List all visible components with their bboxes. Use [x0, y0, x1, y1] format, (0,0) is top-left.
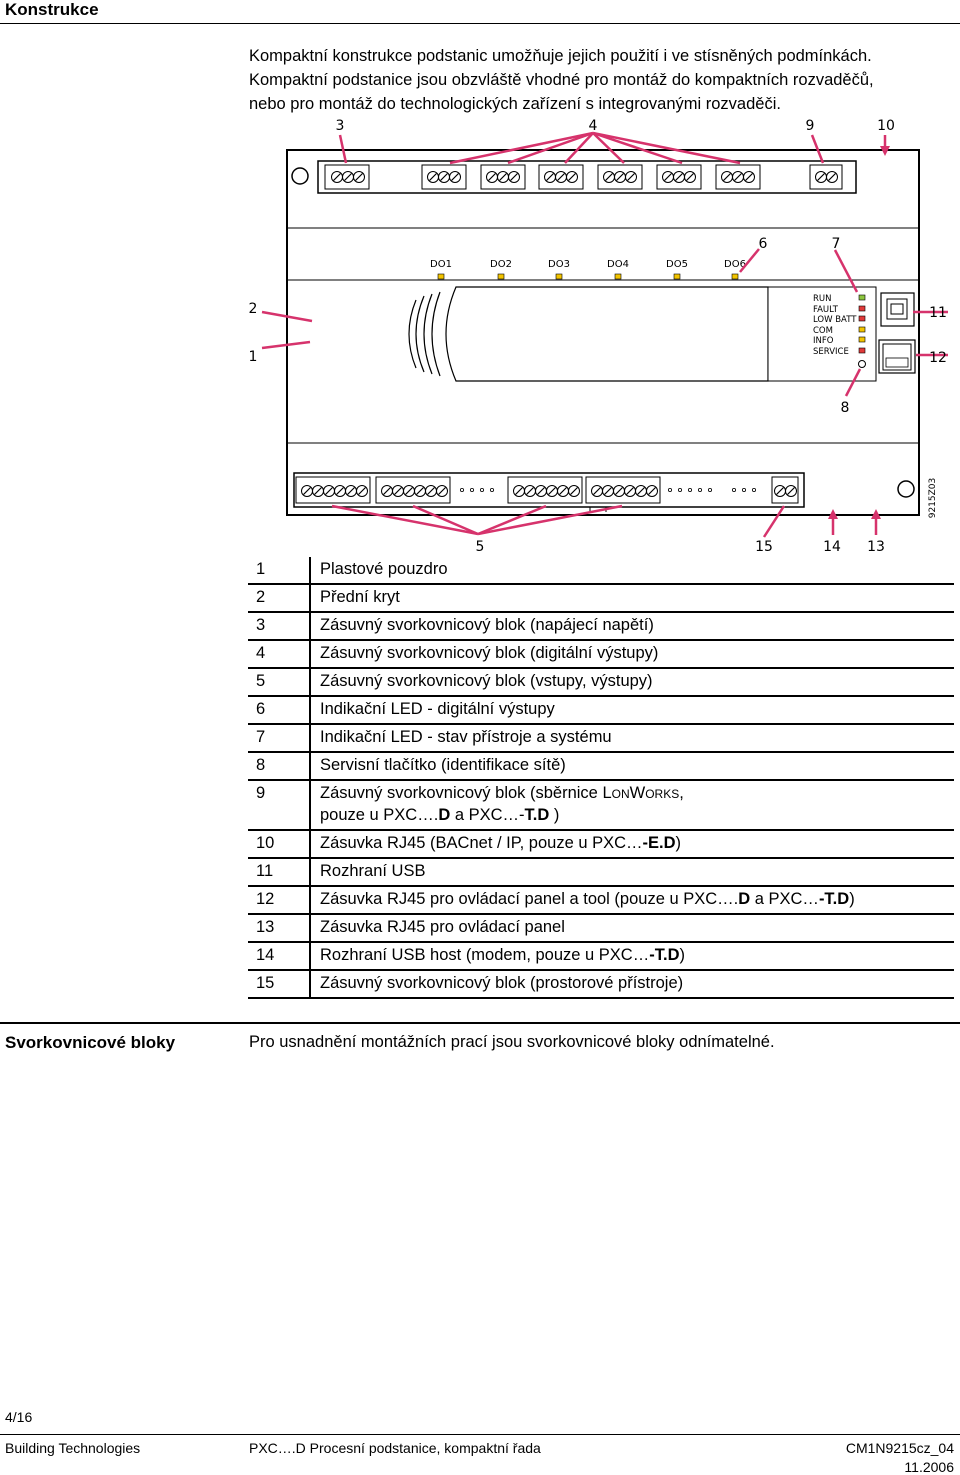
device-diagram: [0, 110, 960, 560]
legend-text: Zásuvný svorkovnicový blok (napájecí napětí): [310, 612, 954, 640]
legend-text: Zásuvný svorkovnicový blok (sběrnice LonWorks, pouze u PXC….D a PXC…-T.D ): [310, 780, 954, 830]
legend-row: [248, 886, 954, 914]
legend-num: 13: [248, 914, 310, 942]
legend-text: Zásuvný svorkovnicový blok (vstupy, výstupy): [310, 668, 954, 696]
do-label-1: DO1: [430, 259, 452, 270]
legend-table: [248, 557, 954, 999]
footer-doc-title: PXC….D Procesní podstanice, kompaktní řada: [249, 1440, 541, 1456]
callout-9: 9: [805, 118, 815, 134]
status-low-batt: LOW BATT: [813, 315, 857, 325]
do-label-6: DO6: [724, 259, 746, 270]
legend-text: Přední kryt: [310, 584, 954, 612]
legend-text: Indikační LED - stav přístroje a systému: [310, 724, 954, 752]
legend-row: [248, 752, 954, 780]
legend-num: 1: [248, 557, 310, 584]
legend-num: 14: [248, 942, 310, 970]
status-info: INFO: [813, 336, 834, 346]
do-label-2: DO2: [490, 259, 512, 270]
status-run: RUN: [813, 294, 832, 304]
legend-text: Zásuvný svorkovnicový blok (digitální výstupy): [310, 640, 954, 668]
intro-line-1: Kompaktní konstrukce podstanic umožňuje jejich použití i ve stísněných podmínkách.: [249, 47, 872, 65]
legend-num: 9: [248, 780, 310, 830]
intro-paragraph: [249, 44, 954, 116]
legend-row: [248, 696, 954, 724]
callout-1: 1: [248, 349, 258, 365]
footer-rule: [0, 1434, 960, 1435]
footer-doc-id: CM1N9215cz_04: [845, 1440, 954, 1456]
callout-14: 14: [823, 539, 841, 555]
legend-num: 15: [248, 970, 310, 998]
section-title: Konstrukce: [5, 0, 99, 19]
callout-8: 8: [840, 400, 850, 416]
section-divider: [0, 1022, 960, 1024]
mount-hole-top: [292, 168, 308, 184]
figure-id: 9215Z03: [928, 477, 938, 519]
legend-num: 11: [248, 858, 310, 886]
do-label-4: DO4: [607, 259, 629, 270]
legend-row: [248, 914, 954, 942]
legend-num: 7: [248, 724, 310, 752]
status-service: SERVICE: [813, 347, 849, 357]
do-label-3: DO3: [548, 259, 570, 270]
legend-row: [248, 640, 954, 668]
footer-date: 11.2006: [904, 1459, 954, 1475]
rj45-port: [879, 340, 915, 373]
legend-num: 6: [248, 696, 310, 724]
page-number: 4/16: [5, 1409, 33, 1425]
callout-13: 13: [867, 539, 885, 555]
legend-text: Zásuvný svorkovnicový blok (prostorové přístroje): [310, 970, 954, 998]
legend-text: Zásuvka RJ45 pro ovládací panel a tool (pouze u PXC….D a PXC…-T.D): [310, 886, 954, 914]
legend-row: [248, 557, 954, 584]
legend-row: [248, 724, 954, 752]
legend-row: [248, 780, 954, 830]
legend-num: 12: [248, 886, 310, 914]
callout-15: 15: [755, 539, 773, 555]
callout-11: 11: [929, 305, 947, 321]
legend-text: Servisní tlačítko (identifikace sítě): [310, 752, 954, 780]
legend-text: Plastové pouzdro: [310, 557, 954, 584]
do-label-5: DO5: [666, 259, 688, 270]
legend-row: [248, 942, 954, 970]
legend-num: 8: [248, 752, 310, 780]
top-terminal-strip: [318, 161, 856, 193]
legend-num: 4: [248, 640, 310, 668]
legend-row: [248, 858, 954, 886]
intro-line-2: Kompaktní podstanice jsou obzvláště vhodné pro montáž do kompaktních rozvaděčů,: [249, 71, 874, 89]
legend-num: 3: [248, 612, 310, 640]
callout-2: 2: [248, 301, 258, 317]
legend-row: [248, 970, 954, 998]
header-rule: [0, 23, 960, 24]
usb-port: [881, 293, 914, 326]
legend-row: [248, 584, 954, 612]
legend-num: 10: [248, 830, 310, 858]
legend-text: Rozhraní USB: [310, 858, 954, 886]
legend-text: Indikační LED - digitální výstupy: [310, 696, 954, 724]
callout-3: 3: [335, 118, 345, 134]
callout-6: 6: [758, 236, 768, 252]
callout-5: 5: [475, 539, 485, 555]
legend-num: 2: [248, 584, 310, 612]
callout-4: 4: [588, 118, 598, 134]
footer-company: Building Technologies: [5, 1440, 141, 1456]
section2-title: Svorkovnicové bloky: [5, 1033, 176, 1052]
status-fault: FAULT: [813, 305, 838, 315]
legend-text: Zásuvka RJ45 pro ovládací panel: [310, 914, 954, 942]
callout-12: 12: [929, 350, 947, 366]
service-button: [859, 361, 866, 368]
status-com: COM: [813, 326, 833, 336]
callout-7: 7: [831, 236, 841, 252]
callout-10: 10: [877, 118, 895, 134]
mount-hole-bottom: [898, 481, 914, 497]
legend-row: [248, 612, 954, 640]
legend-num: 5: [248, 668, 310, 696]
legend-text: Zásuvka RJ45 (BACnet / IP, pouze u PXC…-E.D): [310, 830, 954, 858]
intro-line-3: nebo pro montáž do technologických zařízení s integrovanými rozvaděči.: [249, 95, 781, 113]
legend-row: [248, 830, 954, 858]
legend-row: [248, 668, 954, 696]
section2-text: Pro usnadnění montážních prací jsou svorkovnicové bloky odnímatelné.: [249, 1033, 775, 1051]
legend-text: Rozhraní USB host (modem, pouze u PXC…-T.D): [310, 942, 954, 970]
